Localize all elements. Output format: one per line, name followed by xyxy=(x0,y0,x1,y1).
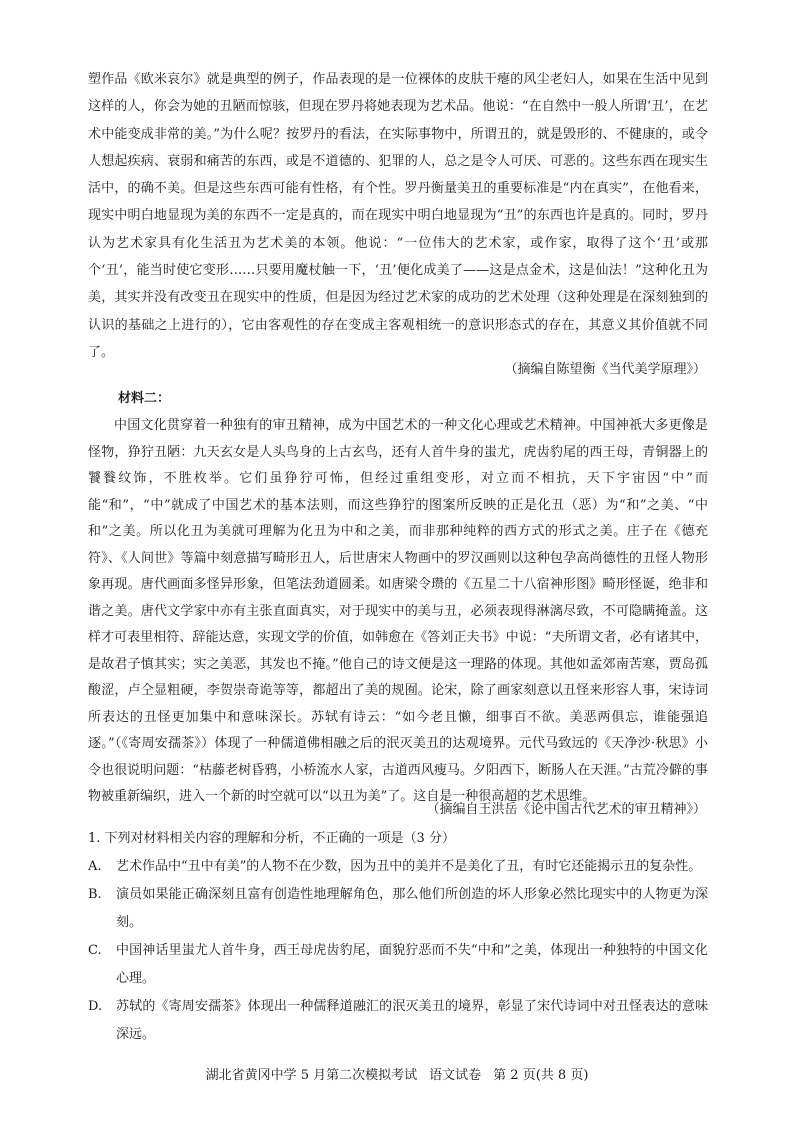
option-text: 艺术作品中“丑中有美”的人物不在少数，因为丑中的美并不是美化了丑，有时它还能揭示丑的复杂性。 xyxy=(116,859,702,874)
option-text: 苏轼的《寄周安孺茶》体现出一种儒释道融汇的泯灭美丑的境界，彰显了宋代诗词中对丑怪表达的意味深远。 xyxy=(116,999,708,1042)
option-text: 演员如果能正确深刻且富有创造性地理解角色，那么他们所创造的坏人形象必然比现实中的人物更为深刻。 xyxy=(116,887,708,930)
option-letter: A. xyxy=(88,859,102,874)
material1-paragraph: 塑作品《欧米哀尔》就是典型的例子，作品表现的是一位裸体的皮肤干瘪的风尘老妇人，如果在生活中见到这样的人，你会为她的丑陋而惊骇，但现在罗丹将她表现为艺术品。他说：“在自然中一般人所谓‘丑’，在艺术中能变成非常的美。”为什么呢？按罗丹的看法，在实际事物中，所谓丑的，就是毁形的、不健康的，或令人想起疾病、衰弱和痛苦的东西，或是不道德的、犯罪的人，总之是令人可厌、可恶的。这些东西在现实生活中，的确不美。但是这些东西可能有性格，有个性。罗丹衡量美丑的重要标准是“内在真实”，在他看来，现实中明白地显现为美的东西不一定是真的，而在现实中明白地显现为“丑”的东西也许是真的。同时，罗丹认为艺术家具有化生活丑为艺术美的本领。他说：“一位伟大的艺术家，或作家，取得了这个‘丑’或那个‘丑’，能当时使它变形……只要用魔杖触一下，‘丑’便化成美了——这是点金术，这是仙法！”这种化丑为美，其实并没有改变丑在现实中的性质，但是因为经过艺术家的成功的艺术处理（这种处理是在深刻独到的认识的基础之上进行的），它由客观性的存在变成主客观相统一的意识形态式的存在，其意义其价值就不同了。 xyxy=(88,72,708,360)
option-d xyxy=(88,993,708,1049)
option-text: 中国神话里蚩尤人首牛身，西王母虎齿豹尾，面貌狞恶而不失“中和”之美，体现出一种独特的中国文化心理。 xyxy=(116,943,708,986)
footer-page-number: 第 2 页(共 8 页) xyxy=(493,1068,589,1083)
question-stem: 1. 下列对材料相关内容的理解和分析，不正确的一项是（3 分） xyxy=(88,831,455,846)
material2-heading: 材料二： xyxy=(118,391,171,406)
option-letter: C. xyxy=(88,943,102,958)
footer-subject: 语文试卷 xyxy=(429,1068,482,1083)
material2-paragraph: 中国文化贯穿着一种独有的审丑精神，成为中国艺术的一种文化心理或艺术精神。中国神祇大多更像是怪物，狰狞丑陋：九天玄女是人头鸟身的上古玄鸟，还有人首牛身的蚩尤，虎齿豹尾的西王母，青铜器上的饕餮纹饰，不胜枚举。它们虽狰狞可怖，但经过重组变形，对立而不相抗，天下宇宙因“中”而能“和”，“中”就成了中国艺术的基本法则，而这些狰狞的图案所反映的正是化丑（恶）为“和”之美、“中和”之美。所以化丑为美就可理解为化丑为中和之美，而非那种纯粹的西方式的形式之美。庄子在《德充符》、《人间世》等篇中刻意描写畸形丑人，后世唐宋人物画中的罗汉画则以这种包孕高尚德性的丑怪人物形象再现。唐代画面多怪异形象，但笔法劲道圆柔。如唐梁令瓒的《五星二十八宿神形图》畸形怪诞，绝非和谐之美。唐代文学家中亦有主张直面真实，对于现实中的美与丑，必须表现得淋漓尽致，不可隐瞒掩盖。这样才可表里相符、辞能达意，实现文学的价值，如韩愈在《答刘正夫书》中说：“夫所谓文者，必有诸其中，是故君子慎其实；实之美恶，其发也不掩。”他自己的诗文便是这一理路的体现。其他如孟郊南苦寒，贾岛孤酸涩，卢仝显粗硬，李贺崇奇诡等等，都超出了美的规囿。论宋，除了画家刻意以丑怪来形容人事，宋诗词所表达的丑怪更加集中和意味深长。苏轼有诗云：“如今老且懒，细事百不欲。美恶两俱忘，谁能强追逐。”（《寄周安孺茶》）体现了一种儒道佛相融之后的泯灭美丑的达观境界。元代马致远的《天净沙·秋思》小令也很说明问题：“枯藤老树昏鸦，小桥流水人家，古道西风瘦马。夕阳西下，断肠人在天涯。”古荒冷僻的事物被重新编织，进入一个新的时空就可以“以丑为美”了。这自是一种很高超的艺术思维。 xyxy=(88,418,708,804)
material2-source: （摘编自王洪岳《论中国古代艺术的审丑精神》） xyxy=(426,802,706,817)
option-letter: D. xyxy=(88,999,103,1014)
footer-exam-name: 湖北省黄冈中学 5 月第二次模拟考试 xyxy=(205,1068,418,1083)
option-b xyxy=(88,881,708,937)
page-footer xyxy=(0,1064,794,1083)
option-a xyxy=(88,853,708,881)
option-letter: B. xyxy=(88,887,102,902)
question-1 xyxy=(88,825,708,1049)
option-c xyxy=(88,937,708,993)
material1-source: （摘编自陈望衡《当代美学原理》） xyxy=(504,362,706,377)
